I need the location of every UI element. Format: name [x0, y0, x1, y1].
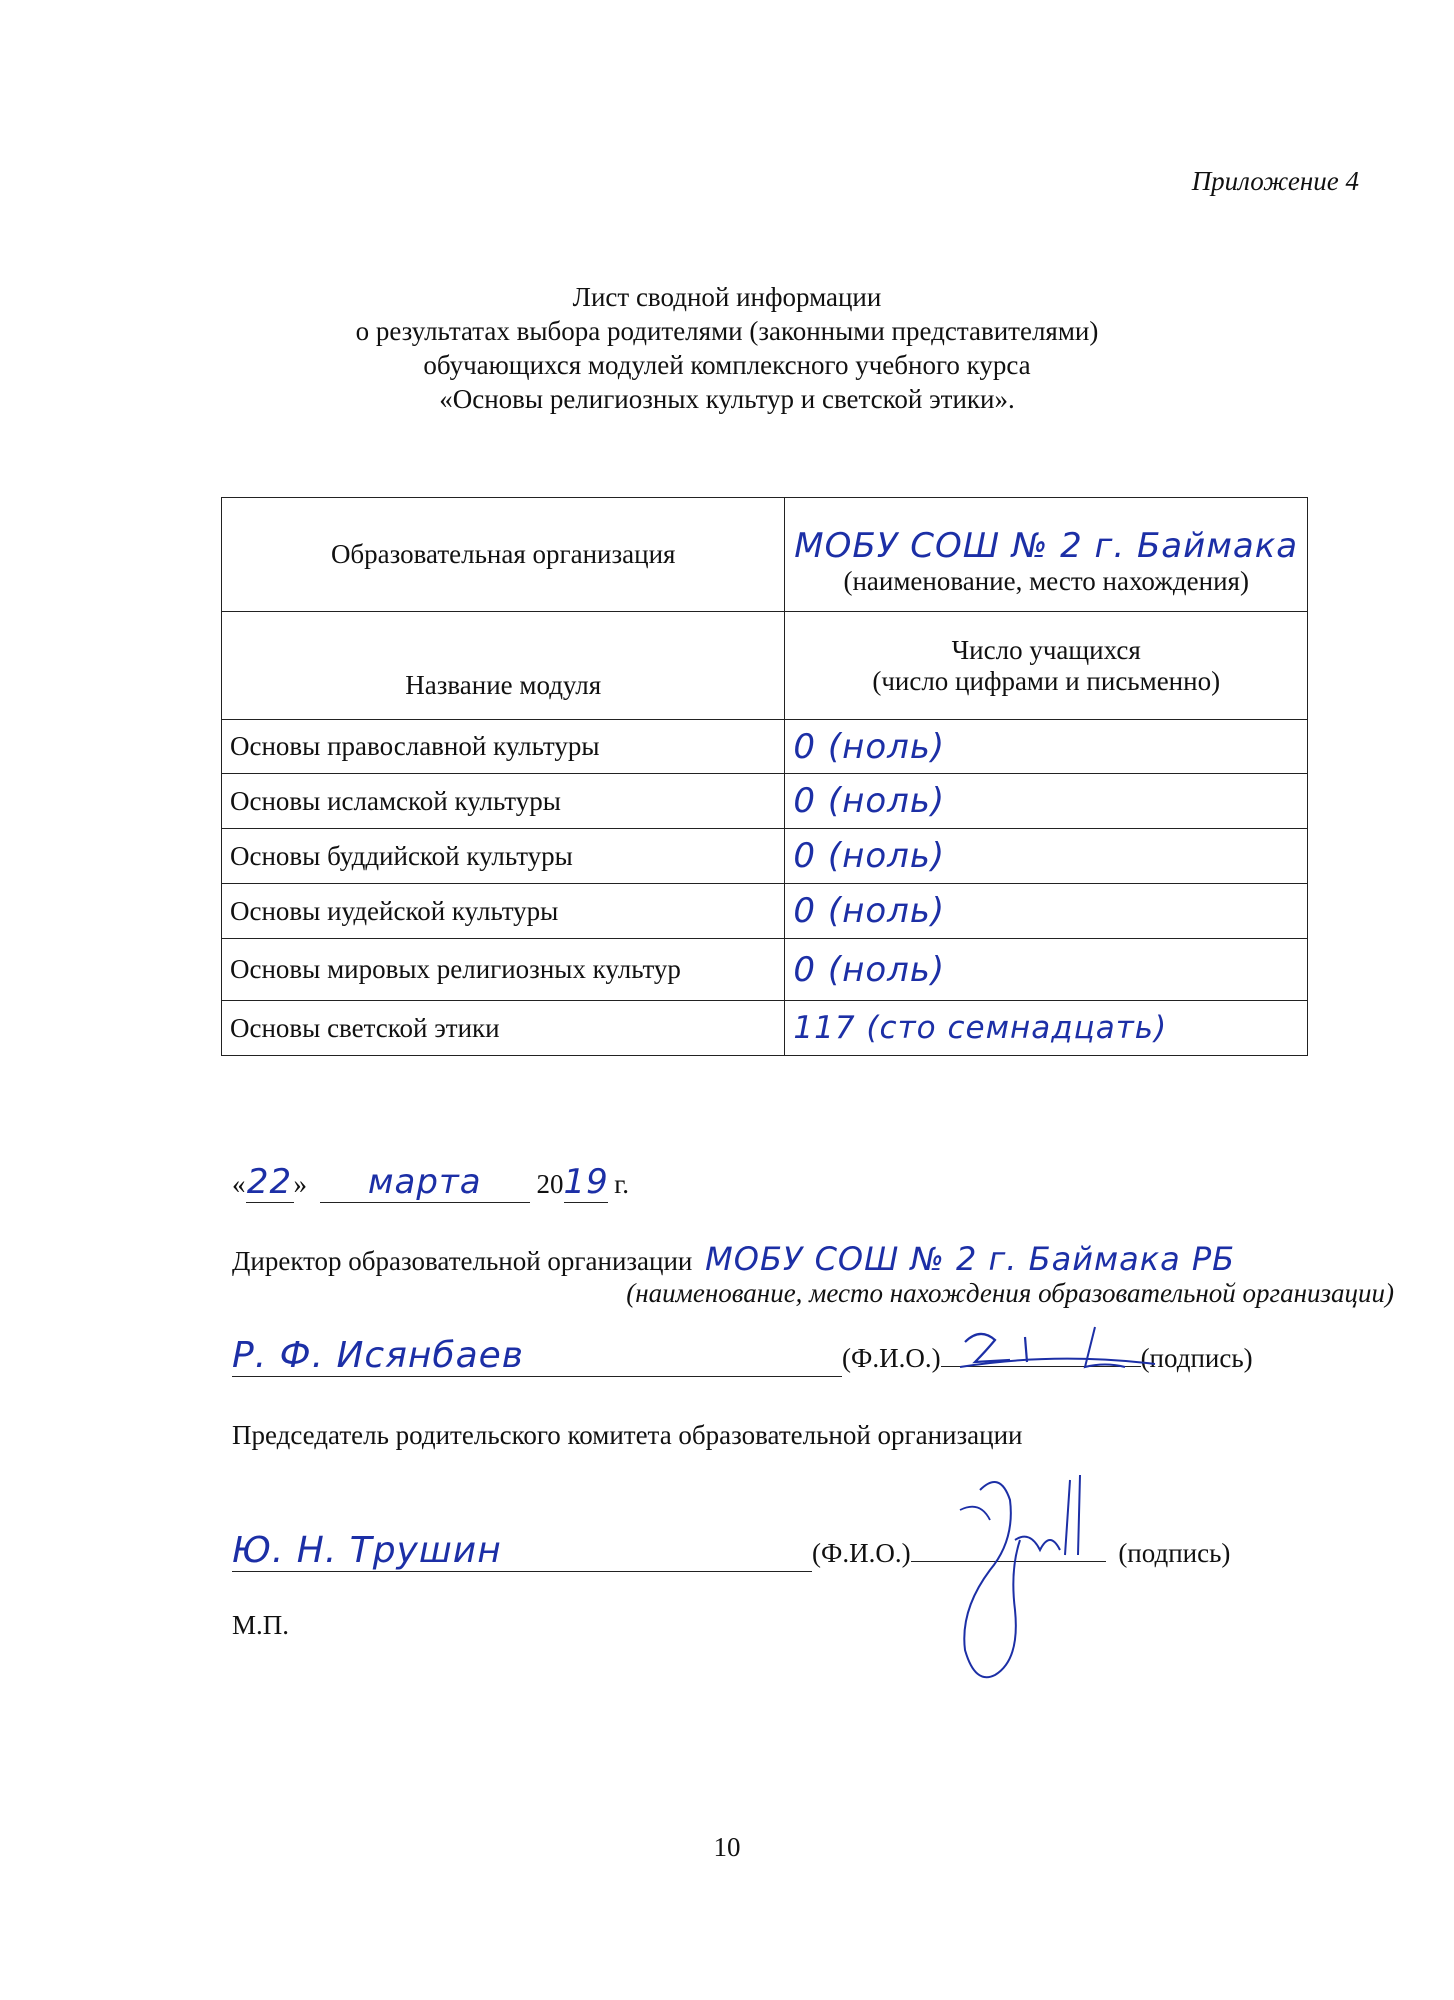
module-name: Основы исламской культуры: [222, 774, 785, 829]
director-org-note: (наименование, место нахождения образовательной организации): [626, 1278, 1394, 1308]
document-title: [0, 280, 1454, 416]
table-row: [222, 720, 1308, 774]
module-count: 0 (ноль): [785, 829, 1308, 884]
summary-table: [221, 497, 1308, 1056]
module-name: Основы мировых религиозных культур: [222, 939, 785, 1001]
module-name: Основы буддийской культуры: [222, 829, 785, 884]
date-year-prefix: 20: [536, 1169, 564, 1199]
date-year-unit: г.: [614, 1169, 630, 1199]
chairman-sign-label: (подпись): [1118, 1538, 1231, 1568]
page-number: 10: [713, 1832, 741, 1862]
header-row: [222, 612, 1308, 720]
date-open-quote: «: [232, 1169, 246, 1199]
title-line-2: о результатах выбора родителями (законными представителями): [355, 316, 1099, 346]
date-close-quote: »: [293, 1169, 307, 1199]
count-header: [785, 612, 1308, 720]
module-count: 0 (ноль): [785, 939, 1308, 1001]
appendix-label: Приложение 4: [1191, 166, 1359, 196]
org-note: (наименование, место нахождения): [843, 566, 1249, 596]
count-header-line2: (число цифрами и письменно): [872, 665, 1221, 696]
table-row: [222, 939, 1308, 1001]
director-org-value: МОБУ СОШ № 2 г. Баймака РБ: [705, 1240, 1236, 1278]
date-day: 22: [246, 1162, 293, 1202]
date-month: марта: [320, 1162, 530, 1203]
seal-label: М.П.: [232, 1610, 290, 1640]
table-row: [222, 884, 1308, 939]
chairman-label: Председатель родительского комитета образовательной организации: [232, 1420, 1023, 1450]
module-name: Основы иудейской культуры: [222, 884, 785, 939]
director-line: [232, 1240, 1235, 1278]
title-line-4: «Основы религиозных культур и светской этики».: [439, 384, 1015, 414]
chairman-signature: [920, 1460, 1120, 1690]
module-name: Основы светской этики: [222, 1001, 785, 1056]
table-row: [222, 1001, 1308, 1056]
director-fio-label: (Ф.И.О.): [842, 1343, 941, 1373]
module-header: Название модуля: [222, 612, 785, 720]
title-line-1: Лист сводной информации: [572, 282, 882, 312]
module-name: Основы православной культуры: [222, 720, 785, 774]
director-name: Р. Ф. Исянбаев: [232, 1335, 842, 1377]
org-row: [222, 498, 1308, 612]
title-line-3: обучающихся модулей комплексного учебного курса: [423, 350, 1031, 380]
date-line: [232, 1162, 629, 1203]
director-signature: [955, 1322, 1165, 1382]
date-year-suffix: 19: [563, 1162, 609, 1202]
module-count: 0 (ноль): [785, 884, 1308, 939]
table-row: [222, 774, 1308, 829]
count-header-line1: Число учащихся: [951, 634, 1141, 665]
org-cell: [785, 498, 1308, 612]
org-value: МОБУ СОШ № 2 г. Баймака: [794, 526, 1299, 566]
chairman-fio-label: (Ф.И.О.): [812, 1538, 911, 1568]
module-count: 117 (сто семнадцать): [785, 1001, 1308, 1056]
director-sign-label: (подпись): [1140, 1343, 1253, 1373]
table-row: [222, 829, 1308, 884]
org-label: Образовательная организация: [222, 498, 785, 612]
chairman-name: Ю. Н. Трушин: [232, 1530, 812, 1572]
director-label: Директор образовательной организации: [232, 1246, 693, 1276]
module-count: 0 (ноль): [785, 720, 1308, 774]
module-count: 0 (ноль): [785, 774, 1308, 829]
